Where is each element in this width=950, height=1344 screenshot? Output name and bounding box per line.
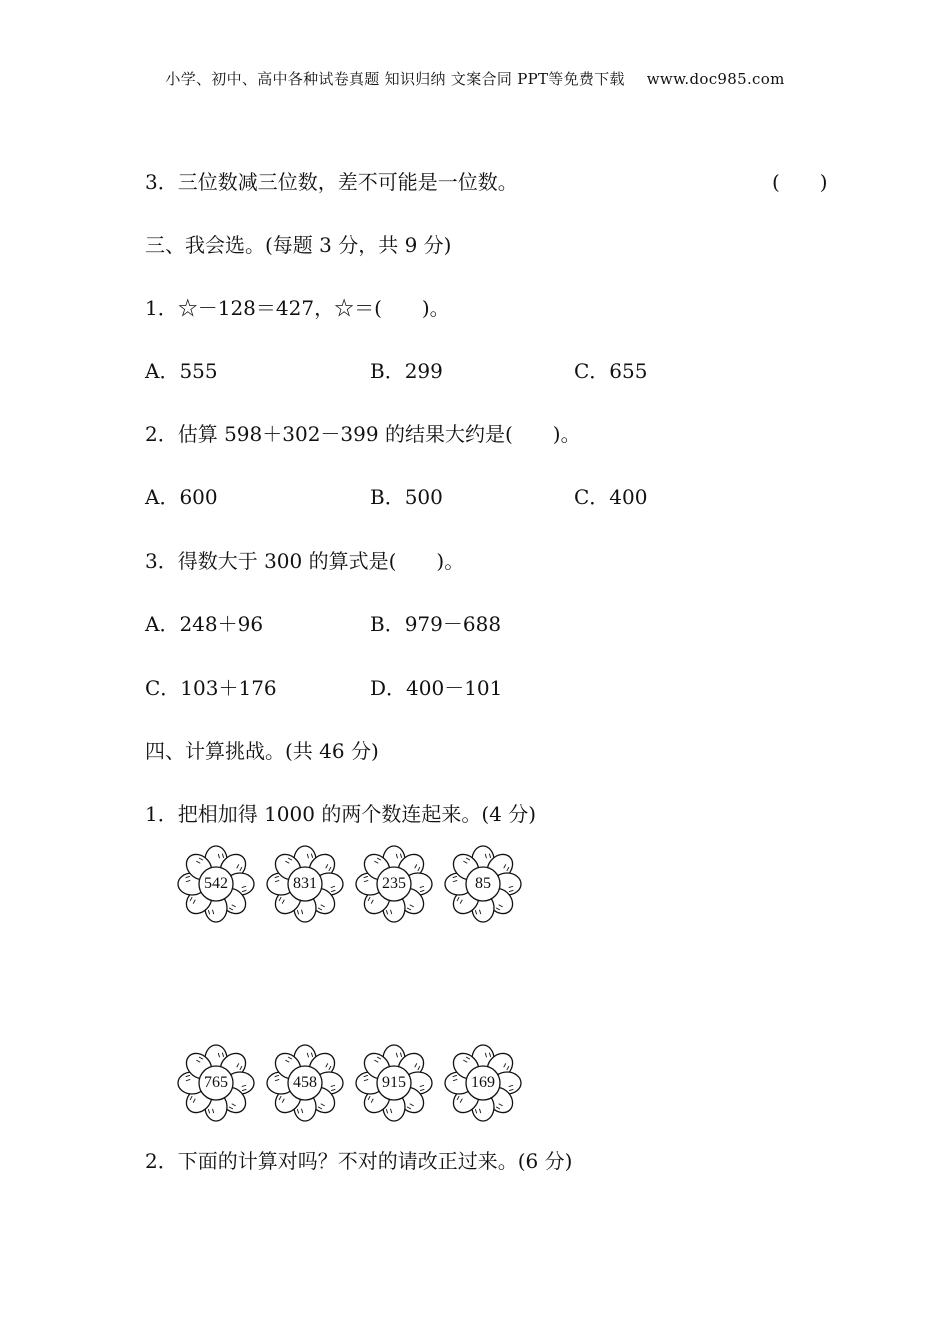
flower-458[interactable]: [265, 1043, 345, 1123]
flower-number: 458: [293, 1074, 317, 1091]
s3-q1-text: 1．☆－128＝427，☆＝( )。: [145, 296, 450, 320]
flower-number: 542: [204, 875, 228, 892]
flower-169[interactable]: [443, 1043, 523, 1123]
section4-title: 四、计算挑战。(共 46 分): [145, 739, 379, 763]
s2-q3-text: 3．三位数减三位数，差不可能是一位数。: [145, 170, 518, 194]
s2-q3-answer-bracket: ( ): [772, 170, 828, 194]
s3-q1-option-a: A．555: [145, 359, 218, 383]
header-text: 小学、初中、高中各种试卷真题 知识归纳 文案合同 PPT等免费下载: [165, 70, 625, 88]
s4-q1-text: 1．把相加得 1000 的两个数连起来。(4 分): [145, 802, 537, 826]
s3-q2-option-a: A．600: [145, 485, 218, 509]
s3-q2-text: 2．估算 598＋302－399 的结果大约是( )。: [145, 422, 581, 446]
flower-number: 235: [382, 875, 406, 892]
s3-q2-option-b: B．500: [370, 485, 443, 509]
flower-915[interactable]: [354, 1043, 434, 1123]
s3-q2-option-c: C．400: [574, 485, 648, 509]
s4-q2-text: 2．下面的计算对吗？不对的请改正过来。(6 分): [145, 1149, 573, 1173]
section3-title: 三、我会选。(每题 3 分，共 9 分): [145, 233, 452, 257]
flower-number: 169: [471, 1074, 495, 1091]
s3-q3-option-b: B．979－688: [370, 612, 502, 636]
page-header: [0, 68, 950, 89]
flower-235[interactable]: [354, 844, 434, 924]
s3-q3-text: 3．得数大于 300 的算式是( )。: [145, 549, 465, 573]
flower-number: 831: [293, 875, 317, 892]
flower-765[interactable]: [176, 1043, 256, 1123]
s3-q3-option-a: A．248＋96: [145, 612, 264, 636]
flower-542[interactable]: [176, 844, 256, 924]
flower-number: 765: [204, 1074, 228, 1091]
header-site: www.doc985.com: [646, 70, 785, 88]
s3-q3-option-c: C．103＋176: [145, 676, 277, 700]
s3-q3-option-d: D．400－101: [370, 676, 503, 700]
flower-831[interactable]: [265, 844, 345, 924]
flower-number: 85: [475, 875, 491, 892]
s3-q1-option-c: C．655: [574, 359, 648, 383]
s3-q1-option-b: B．299: [370, 359, 443, 383]
flower-number: 915: [382, 1074, 406, 1091]
flower-85[interactable]: [443, 844, 523, 924]
